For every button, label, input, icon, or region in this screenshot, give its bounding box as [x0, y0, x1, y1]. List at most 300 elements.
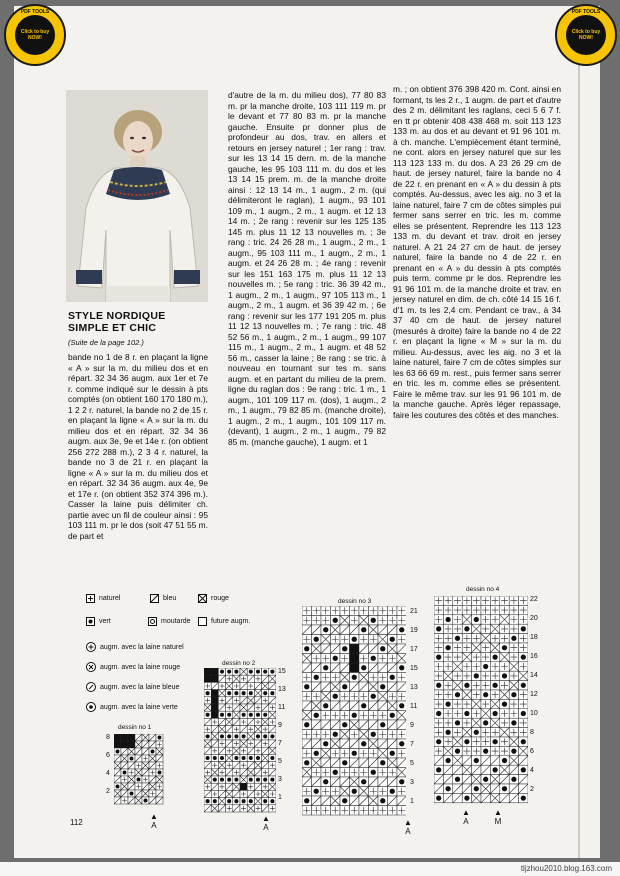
chart-cell	[331, 720, 341, 730]
chart-cell	[481, 709, 490, 718]
chart-cell	[443, 793, 452, 802]
chart-cell	[254, 682, 261, 689]
diagram-1-label: dessin no 1	[118, 724, 152, 731]
row-number: 22	[530, 596, 538, 603]
chart-cell	[340, 673, 350, 683]
chart-cell	[247, 690, 254, 697]
chart-cell	[156, 741, 163, 748]
badge-inner-text: Click to buy NOW!	[566, 15, 606, 55]
chart-cell	[312, 758, 322, 768]
chart-cell	[312, 644, 322, 654]
chart-cell	[156, 769, 163, 776]
chart-cell	[218, 704, 225, 711]
chart-cell	[378, 682, 388, 692]
chart-cell	[490, 699, 499, 708]
chart-cell	[302, 796, 312, 806]
chart-cell	[302, 616, 312, 626]
row-number: 18	[530, 634, 538, 641]
chart-cell	[142, 797, 149, 804]
chart-cell	[397, 625, 406, 635]
chart-cell	[233, 711, 240, 718]
article-title	[68, 310, 166, 334]
row-number: 10	[530, 710, 538, 717]
row-number: 21	[410, 608, 418, 615]
chart-cell	[233, 776, 240, 783]
chart-cell	[434, 793, 443, 802]
chart-cell	[211, 740, 218, 747]
chart-cell	[218, 769, 225, 776]
chart-cell	[321, 730, 331, 740]
chart-cell	[490, 775, 499, 784]
chart-cell	[388, 606, 398, 616]
chart-cell	[462, 699, 471, 708]
marker-m-4: ▲ M	[494, 808, 502, 826]
chart-cell	[397, 701, 406, 711]
chart-cell	[369, 711, 379, 721]
chart-cell	[397, 682, 406, 692]
chart-cell	[500, 699, 509, 708]
chart-cell	[312, 739, 322, 749]
chart-cell	[443, 784, 452, 793]
pdf-tools-badge-right[interactable]	[555, 4, 617, 66]
chart-cell	[211, 704, 218, 711]
chart-cell	[302, 644, 312, 654]
chart-cell	[211, 754, 218, 761]
chart-cell	[443, 775, 452, 784]
chart-cell	[519, 765, 528, 774]
chart-cell	[135, 783, 142, 790]
chart-cell	[128, 783, 135, 790]
chart-cell	[397, 739, 406, 749]
chart-cell	[240, 726, 247, 733]
chart-cell	[142, 769, 149, 776]
chart-cell	[114, 783, 121, 790]
chart-cell	[519, 662, 528, 671]
chart-cell	[254, 718, 261, 725]
chart-cell	[434, 765, 443, 774]
chart-cell	[226, 675, 233, 682]
chart-cell	[114, 797, 121, 804]
chart-cell	[135, 762, 142, 769]
chart-cell	[226, 769, 233, 776]
chart-cell	[453, 605, 462, 614]
title-line-2: SIMPLE ET CHIC	[68, 322, 157, 334]
chart-cell	[312, 768, 322, 778]
chart-cell	[121, 755, 128, 762]
chart-cell	[204, 733, 211, 740]
chart-cell	[481, 662, 490, 671]
chart-cell	[462, 605, 471, 614]
chart-cell	[135, 748, 142, 755]
chart-cell	[321, 692, 331, 702]
chart-cell	[350, 644, 360, 654]
chart-cell	[240, 697, 247, 704]
chart-cell	[443, 699, 452, 708]
chart-cell	[378, 749, 388, 759]
chart-cell	[254, 798, 261, 805]
chart-cell	[254, 762, 261, 769]
legend-label: bleu	[163, 595, 177, 602]
chart-cell	[302, 739, 312, 749]
row-number: 14	[530, 672, 538, 679]
chart-cell	[226, 690, 233, 697]
chart-cell	[509, 671, 518, 680]
chart-cell	[254, 790, 261, 797]
chart-cell	[233, 790, 240, 797]
chart-cell	[262, 675, 269, 682]
chart-cell	[500, 652, 509, 661]
pdf-tools-badge-left[interactable]	[4, 4, 66, 66]
diagram-3-chart	[302, 606, 406, 816]
chart-cell	[233, 726, 240, 733]
chart-cell	[509, 596, 518, 605]
chart-cell	[233, 697, 240, 704]
chart-cell	[378, 701, 388, 711]
chart-cell	[509, 652, 518, 661]
legend-rouge	[198, 594, 229, 603]
row-number: 2	[106, 788, 110, 795]
chart-cell	[350, 796, 360, 806]
chart-cell	[500, 765, 509, 774]
chart-cell	[462, 784, 471, 793]
chart-cell	[388, 701, 398, 711]
chart-cell	[472, 615, 481, 624]
diagram-2-label: dessin no 2	[222, 660, 256, 667]
chart-cell	[312, 692, 322, 702]
chart-cell	[211, 697, 218, 704]
chart-cell	[135, 797, 142, 804]
row-number: 20	[530, 615, 538, 622]
chart-cell	[350, 654, 360, 664]
row-number: 3	[410, 779, 414, 786]
chart-cell	[434, 690, 443, 699]
chart-cell	[302, 758, 312, 768]
legend-label: rouge	[211, 595, 229, 602]
chart-cell	[135, 741, 142, 748]
chart-cell	[378, 654, 388, 664]
chart-cell	[519, 775, 528, 784]
chart-cell	[226, 733, 233, 740]
chart-cell	[509, 699, 518, 708]
chart-cell	[443, 756, 452, 765]
chart-cell	[312, 616, 322, 626]
chart-cell	[302, 806, 312, 816]
chart-cell	[369, 673, 379, 683]
chart-cell	[490, 793, 499, 802]
chart-cell	[443, 728, 452, 737]
chart-cell	[453, 634, 462, 643]
chart-cell	[388, 654, 398, 664]
chart-cell	[269, 776, 276, 783]
chart-cell	[378, 787, 388, 797]
chart-cell	[490, 652, 499, 661]
chart-cell	[472, 737, 481, 746]
chart-cell	[453, 793, 462, 802]
chart-cell	[254, 675, 261, 682]
chart-cell	[472, 652, 481, 661]
chart-cell	[247, 675, 254, 682]
legend-future	[198, 617, 250, 626]
chart-cell	[443, 624, 452, 633]
chart-cell	[302, 692, 312, 702]
chart-cell	[218, 726, 225, 733]
chart-cell	[254, 668, 261, 675]
chart-cell	[388, 682, 398, 692]
chart-cell	[269, 668, 276, 675]
chart-cell	[226, 740, 233, 747]
chart-cell	[247, 790, 254, 797]
chart-cell	[226, 718, 233, 725]
chart-cell	[114, 776, 121, 783]
chart-cell	[519, 718, 528, 727]
chart-cell	[321, 654, 331, 664]
chart-cell	[149, 776, 156, 783]
row-number: 11	[410, 703, 418, 710]
chart-cell	[204, 718, 211, 725]
chart-cell	[453, 746, 462, 755]
chart-cell	[509, 690, 518, 699]
chart-cell	[312, 625, 322, 635]
chart-cell	[388, 625, 398, 635]
chart-cell	[254, 726, 261, 733]
chart-cell	[233, 783, 240, 790]
chart-cell	[472, 662, 481, 671]
chart-cell	[135, 734, 142, 741]
chart-cell	[378, 663, 388, 673]
title-line-1: STYLE NORDIQUE	[68, 310, 166, 322]
chart-cell	[359, 739, 369, 749]
chart-cell	[204, 776, 211, 783]
chart-cell	[262, 762, 269, 769]
chart-cell	[453, 737, 462, 746]
chart-cell	[312, 720, 322, 730]
chart-cell	[254, 769, 261, 776]
chart-cell	[509, 728, 518, 737]
chart-cell	[226, 790, 233, 797]
chart-cell	[340, 749, 350, 759]
chart-cell	[331, 654, 341, 664]
chart-cell	[397, 787, 406, 797]
chart-cell	[369, 720, 379, 730]
chart-cell	[226, 776, 233, 783]
circle-plus-icon	[86, 642, 96, 652]
chart-cell	[369, 682, 379, 692]
chart-cell	[443, 765, 452, 774]
chart-cell	[378, 730, 388, 740]
chart-cell	[135, 776, 142, 783]
chart-cell	[233, 754, 240, 761]
chart-cell	[472, 634, 481, 643]
chart-cell	[397, 768, 406, 778]
chart-cell	[262, 682, 269, 689]
chart-cell	[369, 606, 379, 616]
chart-cell	[509, 624, 518, 633]
diagram-1-chart	[114, 734, 164, 810]
chart-cell	[462, 746, 471, 755]
chart-cell	[434, 699, 443, 708]
chart-cell	[500, 728, 509, 737]
chart-cell	[233, 668, 240, 675]
chart-cell	[321, 616, 331, 626]
chart-cell	[321, 635, 331, 645]
chart-cell	[340, 730, 350, 740]
chart-cell	[453, 690, 462, 699]
chart-cell	[269, 754, 276, 761]
chart-cell	[142, 790, 149, 797]
chart-cell	[350, 616, 360, 626]
diagram-4-label: dessin no 4	[466, 586, 500, 593]
chart-cell	[340, 644, 350, 654]
chart-cell	[262, 790, 269, 797]
chart-cell	[388, 720, 398, 730]
chart-cell	[388, 806, 398, 816]
chart-cell	[211, 776, 218, 783]
chart-cell	[453, 671, 462, 680]
chart-cell	[135, 755, 142, 762]
chart-cell	[204, 790, 211, 797]
chart-cell	[149, 769, 156, 776]
chart-cell	[509, 746, 518, 755]
chart-cell	[121, 769, 128, 776]
chart-cell	[519, 596, 528, 605]
chart-cell	[331, 739, 341, 749]
diagram-3-label: dessin no 3	[338, 598, 372, 605]
chart-cell	[211, 733, 218, 740]
chart-cell	[369, 616, 379, 626]
chart-cell	[519, 624, 528, 633]
row-number: 1	[278, 794, 282, 801]
chart-cell	[369, 777, 379, 787]
row-number: 15	[278, 668, 286, 675]
chart-cell	[500, 634, 509, 643]
chart-cell	[204, 711, 211, 718]
chart-cell	[254, 697, 261, 704]
chart-cell	[359, 701, 369, 711]
chart-cell	[453, 681, 462, 690]
chart-cell	[369, 796, 379, 806]
chart-cell	[340, 796, 350, 806]
chart-cell	[211, 747, 218, 754]
row-number: 15	[410, 665, 418, 672]
chart-cell	[500, 662, 509, 671]
chart-cell	[204, 762, 211, 769]
plus-icon	[86, 594, 95, 603]
chart-cell	[359, 796, 369, 806]
chart-cell	[472, 643, 481, 652]
chart-cell	[462, 634, 471, 643]
chart-cell	[321, 749, 331, 759]
chart-cell	[312, 796, 322, 806]
chart-cell	[254, 783, 261, 790]
chart-cell	[312, 682, 322, 692]
chart-cell	[226, 805, 233, 812]
chart-cell	[269, 733, 276, 740]
chart-cell	[331, 711, 341, 721]
chart-cell	[262, 754, 269, 761]
chart-cell	[443, 643, 452, 652]
chart-cell	[149, 790, 156, 797]
chart-cell	[331, 796, 341, 806]
chart-cell	[218, 798, 225, 805]
chart-cell	[321, 796, 331, 806]
chart-cell	[481, 624, 490, 633]
chart-cell	[462, 596, 471, 605]
chart-cell	[490, 681, 499, 690]
chart-cell	[156, 790, 163, 797]
chart-cell	[247, 805, 254, 812]
chart-cell	[269, 690, 276, 697]
chart-cell	[490, 737, 499, 746]
chart-cell	[509, 605, 518, 614]
chart-cell	[434, 624, 443, 633]
empty-box-icon	[198, 617, 207, 626]
chart-cell	[443, 690, 452, 699]
chart-cell	[340, 739, 350, 749]
chart-cell	[434, 615, 443, 624]
chart-cell	[500, 718, 509, 727]
chart-cell	[500, 690, 509, 699]
legend-bleu	[150, 594, 176, 603]
chart-cell	[378, 692, 388, 702]
chart-cell	[350, 749, 360, 759]
chart-cell	[340, 635, 350, 645]
chart-cell	[443, 681, 452, 690]
legend-vert	[86, 617, 111, 626]
chart-cell	[378, 616, 388, 626]
chart-cell	[509, 793, 518, 802]
chart-cell	[359, 749, 369, 759]
chart-cell	[519, 690, 528, 699]
chart-cell	[509, 775, 518, 784]
legend-moutarde	[148, 617, 191, 626]
chart-cell	[340, 616, 350, 626]
chart-cell	[443, 634, 452, 643]
chart-cell	[240, 805, 247, 812]
chart-cell	[114, 748, 121, 755]
chart-cell	[247, 798, 254, 805]
chart-cell	[302, 663, 312, 673]
diagram-2-chart	[204, 668, 276, 814]
chart-cell	[397, 758, 406, 768]
chart-cell	[254, 711, 261, 718]
chart-cell	[369, 749, 379, 759]
row-number: 17	[410, 646, 418, 653]
chart-cell	[156, 748, 163, 755]
chart-cell	[359, 635, 369, 645]
chart-cell	[472, 793, 481, 802]
chart-cell	[350, 711, 360, 721]
chart-cell	[369, 787, 379, 797]
chart-cell	[434, 634, 443, 643]
chart-cell	[262, 783, 269, 790]
chart-cell	[500, 775, 509, 784]
chart-cell	[142, 748, 149, 755]
chart-cell	[490, 756, 499, 765]
chart-cell	[434, 643, 443, 652]
chart-cell	[121, 790, 128, 797]
chart-cell	[462, 737, 471, 746]
chart-cell	[481, 596, 490, 605]
chart-cell	[500, 756, 509, 765]
row-number: 9	[278, 722, 282, 729]
chart-cell	[462, 652, 471, 661]
chart-cell	[481, 690, 490, 699]
chart-cell	[350, 806, 360, 816]
chart-cell	[490, 643, 499, 652]
chart-cell	[500, 596, 509, 605]
chart-cell	[340, 606, 350, 616]
chart-cell	[340, 720, 350, 730]
